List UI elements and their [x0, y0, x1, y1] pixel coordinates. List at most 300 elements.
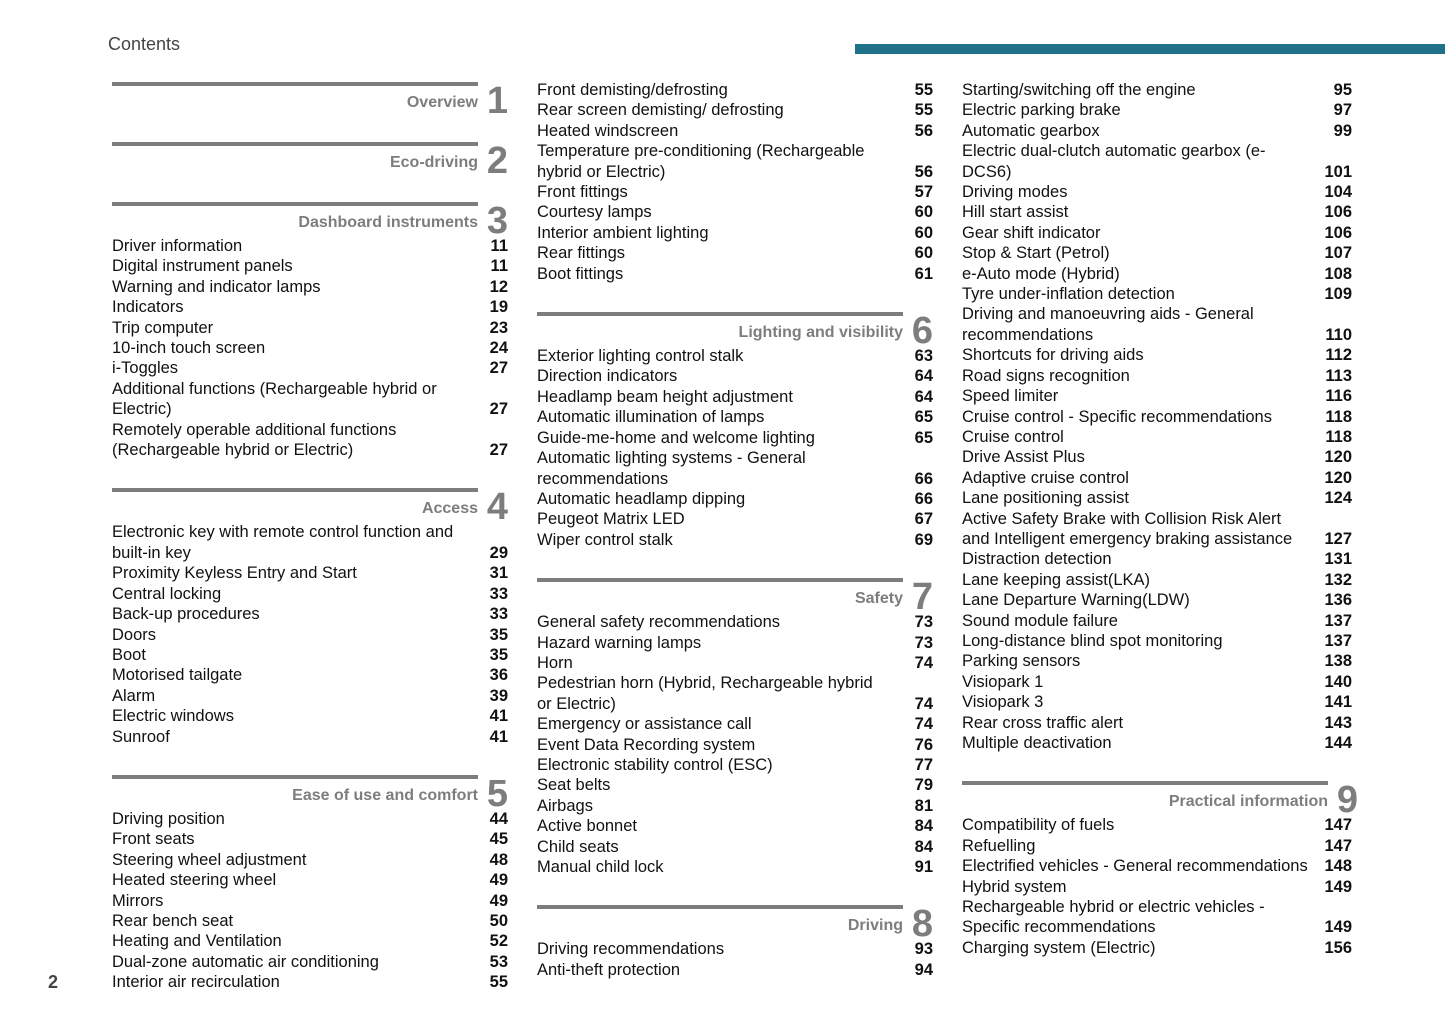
toc-entry[interactable] — [112, 563, 508, 583]
toc-entry-page: 45 — [489, 830, 508, 849]
toc-entry[interactable] — [962, 590, 1358, 610]
toc-entry-page: 23 — [489, 318, 508, 337]
toc-entry-page: 156 — [1324, 938, 1352, 957]
toc-entry[interactable] — [962, 938, 1358, 958]
toc-entry-title: Additional functions (Rechargeable hybrid or Electric) — [112, 379, 437, 419]
toc-entry-page: 19 — [489, 298, 508, 317]
toc-entry[interactable] — [962, 897, 1358, 938]
toc-entry-page: 149 — [1324, 918, 1352, 937]
toc-entry-title: Hazard warning lamps — [537, 633, 702, 652]
toc-entry[interactable] — [537, 960, 933, 980]
toc-entry[interactable] — [537, 775, 933, 795]
toc-entry[interactable] — [962, 836, 1358, 856]
toc-entry-title: Compatibility of fuels — [962, 816, 1115, 835]
toc-entry-page: 60 — [914, 203, 933, 222]
toc-entry[interactable] — [962, 815, 1358, 835]
toc-entry[interactable] — [537, 837, 933, 857]
toc-entry-page: 120 — [1324, 468, 1352, 487]
toc-entry[interactable] — [537, 796, 933, 816]
toc-entry[interactable] — [537, 428, 933, 448]
toc-entry-page: 55 — [914, 81, 933, 99]
toc-entry-title: Heating and Ventilation — [112, 932, 282, 951]
toc-entry-page: 27 — [489, 441, 508, 460]
section-rule — [537, 578, 903, 582]
toc-entry-title: Automatic headlamp dipping — [537, 489, 746, 508]
toc-entry-page: 76 — [914, 735, 933, 754]
toc-entry-title: Driving and manoeuvring aids - General recommendations — [962, 305, 1254, 344]
toc-entry[interactable] — [962, 733, 1358, 753]
toc-entry-page: 67 — [914, 510, 933, 529]
toc-entry[interactable] — [537, 121, 933, 141]
toc-section — [112, 80, 508, 122]
toc-entry-page: 69 — [914, 530, 933, 549]
toc-entry[interactable] — [537, 202, 933, 222]
toc-entry-page: 149 — [1324, 877, 1352, 896]
toc-entry-title: Road signs recognition — [962, 366, 1130, 385]
toc-entry-title: Boot — [112, 645, 146, 664]
section-title[interactable]: Overview — [406, 94, 478, 111]
toc-entry-page: 65 — [914, 408, 933, 427]
toc-entry-page: 50 — [489, 911, 508, 930]
toc-entry[interactable] — [112, 277, 508, 297]
toc-entry[interactable] — [537, 714, 933, 734]
toc-entry-page: 36 — [489, 666, 508, 685]
toc-entry-title: Cruise control - Specific recommendations — [962, 407, 1272, 426]
toc-entry[interactable] — [112, 931, 508, 951]
toc-entry-page: 91 — [914, 858, 933, 876]
toc-entry-page: 65 — [914, 428, 933, 447]
toc-entry-page: 140 — [1324, 672, 1352, 691]
section-number: 4 — [486, 486, 508, 529]
toc-entry-title: Proximity Keyless Entry and Start — [112, 564, 357, 583]
toc-entry[interactable] — [537, 100, 933, 120]
toc-entry[interactable] — [962, 427, 1358, 447]
toc-entry-page: 137 — [1324, 631, 1352, 650]
toc-entry-page: 148 — [1324, 857, 1352, 876]
toc-entry-title: Remotely operable additional functions (Rechargeable hybrid or Electric) — [112, 420, 397, 460]
toc-entry[interactable] — [962, 100, 1358, 120]
toc-entry-title: Cruise control — [962, 427, 1064, 446]
toc-section — [112, 140, 508, 182]
toc-entry-page: 35 — [489, 645, 508, 664]
toc-entry[interactable] — [537, 857, 933, 877]
header-accent-bar — [855, 44, 1445, 54]
toc-entry-page: 106 — [1324, 203, 1352, 222]
toc-entry-title: Lane keeping assist(LKA) — [962, 570, 1151, 589]
toc-entry[interactable] — [962, 488, 1358, 508]
toc-entry-page: 136 — [1324, 591, 1352, 610]
toc-entry-page: 56 — [914, 121, 933, 140]
toc-entry-page: 147 — [1324, 836, 1352, 855]
toc-entry-title: Multiple deactivation — [962, 734, 1112, 752]
toc-entry-page: 33 — [489, 605, 508, 624]
toc-entry[interactable] — [112, 952, 508, 972]
toc-entry[interactable] — [112, 256, 508, 276]
toc-entry-title: Guide-me-home and welcome lighting — [537, 428, 815, 447]
toc-entry-title: Trip computer — [112, 318, 214, 337]
toc-entry-page: 124 — [1324, 489, 1352, 508]
toc-entry-title: Heated steering wheel — [112, 871, 277, 890]
toc-entry-title: Central locking — [112, 584, 222, 603]
toc-entry-page: 127 — [1324, 529, 1352, 548]
toc-entry-title: Doors — [112, 625, 157, 644]
toc-entry-page: 84 — [914, 837, 933, 856]
toc-entry[interactable] — [962, 284, 1358, 304]
section-header — [112, 80, 508, 122]
toc-entry-page: 113 — [1325, 366, 1352, 385]
toc-entry-title: Manual child lock — [537, 858, 664, 876]
toc-entry[interactable] — [537, 448, 933, 489]
toc-entry-page: 27 — [489, 359, 508, 378]
toc-entry-title: Rear fittings — [537, 244, 626, 263]
toc-entry-title: Front fittings — [537, 183, 628, 202]
section-rule — [112, 82, 478, 86]
toc-entry-page: 95 — [1333, 81, 1352, 99]
toc-entry-page: 52 — [489, 932, 508, 951]
toc-entry-title: Boot fittings — [537, 264, 624, 283]
toc-entry-title: Rear cross traffic alert — [962, 713, 1124, 732]
toc-section — [537, 903, 933, 980]
toc-entry-page: 31 — [489, 564, 508, 583]
toc-entry[interactable] — [112, 236, 508, 256]
toc-entry[interactable] — [962, 202, 1358, 222]
toc-entry[interactable] — [112, 870, 508, 890]
toc-entry[interactable] — [537, 633, 933, 653]
toc-entry-page: 35 — [489, 625, 508, 644]
toc-entry[interactable] — [112, 911, 508, 931]
toc-entry-page: 49 — [489, 891, 508, 910]
toc-entry-page: 11 — [490, 257, 508, 276]
toc-entry-title: Speed limiter — [962, 387, 1059, 406]
toc-entry-title: Front demisting/defrosting — [537, 81, 728, 99]
toc-entry-page: 56 — [914, 162, 933, 181]
toc-entry-title: Direction indicators — [537, 367, 678, 386]
toc-entry-title: Drive Assist Plus — [962, 448, 1085, 467]
section-header — [112, 772, 508, 815]
toc-entry[interactable] — [962, 304, 1358, 345]
toc-entry-page: 55 — [914, 101, 933, 120]
toc-entry-page: 116 — [1325, 387, 1352, 406]
toc-entry-page: 73 — [914, 613, 933, 632]
toc-entry-title: Heated windscreen — [537, 121, 679, 140]
toc-entry-page: 12 — [489, 277, 508, 296]
toc-entry-title: Emergency or assistance call — [537, 715, 752, 734]
toc-entry[interactable] — [112, 665, 508, 685]
toc-entry[interactable] — [962, 713, 1358, 733]
toc-entry-title: Mirrors — [112, 891, 164, 910]
toc-entry[interactable] — [112, 686, 508, 706]
toc-entry-title: Child seats — [537, 837, 619, 856]
toc-entry-title: Hill start assist — [962, 203, 1069, 222]
toc-entry-title: Driving modes — [962, 183, 1068, 202]
section-title[interactable]: Driving — [847, 917, 903, 935]
toc-entry[interactable] — [112, 706, 508, 726]
toc-entry-page: 120 — [1324, 448, 1352, 467]
toc-entry[interactable] — [962, 182, 1358, 202]
toc-entry[interactable] — [537, 141, 933, 182]
toc-entry-page: 74 — [914, 715, 933, 734]
toc-entry[interactable] — [962, 223, 1358, 243]
toc-entry-page: 147 — [1324, 816, 1352, 835]
toc-entry-title: Airbags — [537, 796, 593, 815]
section-header — [537, 310, 933, 353]
toc-entry[interactable] — [112, 297, 508, 317]
toc-entry[interactable] — [112, 318, 508, 338]
section-number: 2 — [486, 140, 508, 182]
toc-entry-page: 63 — [914, 347, 933, 366]
toc-entry-title: Charging system (Electric) — [962, 938, 1156, 957]
toc-entry[interactable] — [962, 856, 1358, 876]
toc-section — [112, 200, 508, 460]
toc-entry[interactable] — [962, 80, 1358, 100]
toc-entry-title: Tyre under-inflation detection — [962, 285, 1175, 304]
toc-entry-title: Rechargeable hybrid or electric vehicles - Specific recommendations — [962, 898, 1265, 937]
toc-entry-page: 97 — [1333, 101, 1352, 120]
toc-entry-title: Wiper control stalk — [537, 530, 673, 549]
toc-entry[interactable] — [962, 447, 1358, 467]
toc-entry-page: 79 — [914, 776, 933, 795]
toc-entry-page: 60 — [914, 223, 933, 242]
toc-entry[interactable] — [962, 407, 1358, 427]
toc-entry-title: Parking sensors — [962, 652, 1081, 671]
toc-entry-page: 137 — [1324, 611, 1352, 630]
toc-entry-title: Event Data Recording system — [537, 735, 756, 754]
toc-entry-title: Digital instrument panels — [112, 257, 293, 276]
toc-section — [537, 310, 933, 550]
toc-entry-page: 93 — [914, 940, 933, 959]
toc-entry-page: 101 — [1324, 162, 1352, 181]
toc-entry[interactable] — [112, 625, 508, 645]
toc-entry[interactable] — [962, 509, 1358, 550]
section-title[interactable]: Practical information — [1168, 793, 1328, 811]
toc-entry[interactable] — [962, 692, 1358, 712]
toc-entry[interactable] — [112, 727, 508, 747]
toc-entry-page: 108 — [1324, 264, 1352, 283]
toc-entry-page: 48 — [489, 850, 508, 869]
toc-entry-title: Electronic stability control (ESC) — [537, 755, 773, 774]
toc-entry-title: Refuelling — [962, 836, 1036, 855]
toc-entry-title: Interior ambient lighting — [537, 223, 709, 242]
toc-entry[interactable] — [962, 672, 1358, 692]
toc-entry[interactable] — [962, 631, 1358, 651]
toc-entry-page: 39 — [489, 686, 508, 705]
toc-entry[interactable] — [537, 489, 933, 509]
toc-entry-title: Visiopark 3 — [962, 693, 1044, 712]
toc-entry[interactable] — [537, 612, 933, 632]
toc-section — [537, 576, 933, 877]
toc-entry-title: Distraction detection — [962, 550, 1112, 569]
section-title[interactable]: Dashboard instruments — [298, 214, 478, 231]
toc-entry-title: Motorised tailgate — [112, 666, 243, 685]
section-title[interactable]: Ease of use and comfort — [292, 786, 478, 804]
toc-entry-page: 49 — [489, 871, 508, 890]
toc-entry[interactable] — [112, 584, 508, 604]
toc-entry[interactable] — [962, 468, 1358, 488]
toc-entry-page: 94 — [914, 960, 933, 979]
toc-entry-page: 33 — [489, 584, 508, 603]
toc-entry-title: Stop & Start (Petrol) — [962, 244, 1110, 263]
toc-entry-page: 64 — [914, 367, 933, 386]
toc-entry-title: 10-inch touch screen — [112, 339, 266, 358]
toc-entry-title: Shortcuts for driving aids — [962, 346, 1144, 365]
section-rule — [112, 488, 478, 492]
toc-entry-title: Horn — [537, 653, 573, 672]
toc-entry-title: Driving recommendations — [537, 940, 725, 959]
section-header — [112, 200, 508, 242]
toc-entry-title: Long-distance blind spot monitoring — [962, 631, 1223, 650]
page-header-title: Contents — [108, 34, 181, 54]
section-number: 7 — [911, 576, 933, 619]
section-header — [537, 903, 933, 946]
toc-entry[interactable] — [537, 243, 933, 263]
toc-entry-title: Peugeot Matrix LED — [537, 510, 685, 529]
toc-entry-title: Lane positioning assist — [962, 489, 1129, 508]
toc-entry-page: 143 — [1324, 713, 1352, 732]
toc-column-1 — [112, 80, 508, 1019]
toc-entry[interactable] — [537, 407, 933, 427]
toc-entry[interactable] — [537, 735, 933, 755]
toc-entry[interactable] — [112, 645, 508, 665]
toc-entry[interactable] — [112, 891, 508, 911]
toc-entry[interactable] — [537, 264, 933, 284]
toc-entry-page: 60 — [914, 244, 933, 263]
toc-entry-title: General safety recommendations — [537, 613, 781, 632]
toc-entry[interactable] — [537, 509, 933, 529]
toc-entry-title: Driving position — [112, 809, 225, 828]
toc-entry-title: Dual-zone automatic air conditioning — [112, 952, 379, 971]
toc-entry-title: Electronic key with remote control function and built-in key — [112, 523, 454, 562]
toc-entry-title: Rear screen demisting/ defrosting — [537, 101, 784, 120]
section-number: 6 — [911, 310, 933, 353]
toc-entry-page: 144 — [1324, 734, 1352, 752]
toc-entry-title: Gear shift indicator — [962, 223, 1101, 242]
toc-entry[interactable] — [112, 420, 508, 461]
toc-entry-title: Active Safety Brake with Collision Risk Alert and Intelligent emergency braking assistance — [962, 509, 1293, 548]
toc-entry-title: Automatic illumination of lamps — [537, 408, 765, 427]
toc-section — [537, 80, 933, 284]
section-header — [112, 140, 508, 182]
toc-entry-title: Front seats — [112, 830, 195, 849]
toc-entry[interactable] — [537, 223, 933, 243]
toc-entry-title: Back-up procedures — [112, 605, 260, 624]
toc-entry-page: 118 — [1325, 407, 1352, 426]
toc-entry[interactable] — [112, 829, 508, 849]
toc-entry[interactable] — [537, 816, 933, 836]
section-number: 5 — [486, 772, 508, 815]
section-rule — [112, 142, 478, 146]
toc-entry-page: 64 — [914, 387, 933, 406]
toc-entry-title: Rear bench seat — [112, 911, 234, 930]
section-rule — [537, 312, 903, 316]
toc-section — [112, 773, 508, 993]
toc-entry[interactable] — [962, 345, 1358, 365]
toc-entry[interactable] — [112, 358, 508, 378]
toc-entry-page: 132 — [1324, 570, 1352, 589]
toc-entry[interactable] — [112, 850, 508, 870]
toc-entry[interactable] — [537, 182, 933, 202]
toc-entry-page: 141 — [1324, 693, 1352, 712]
toc-entry[interactable] — [537, 755, 933, 775]
toc-column-3 — [962, 80, 1358, 984]
toc-entry-title: Headlamp beam height adjustment — [537, 387, 793, 406]
toc-entry[interactable] — [537, 346, 933, 366]
toc-entry-title: Indicators — [112, 298, 184, 317]
toc-column-2 — [537, 80, 933, 1006]
section-header — [962, 779, 1358, 822]
section-title[interactable]: Lighting and visibility — [738, 324, 903, 342]
toc-entry-page: 27 — [489, 400, 508, 419]
toc-entry[interactable] — [962, 121, 1358, 141]
toc-entry-title: Starting/switching off the engine — [962, 81, 1196, 99]
section-rule — [112, 202, 478, 206]
toc-entry[interactable] — [537, 530, 933, 550]
toc-entry[interactable] — [962, 243, 1358, 263]
toc-entry-page: 29 — [489, 543, 508, 562]
toc-entry-page: 104 — [1324, 183, 1352, 202]
toc-entry-page: 66 — [914, 469, 933, 488]
toc-entry[interactable] — [962, 386, 1358, 406]
toc-entry-page: 138 — [1324, 652, 1352, 671]
toc-entry-title: Lane Departure Warning(LDW) — [962, 591, 1190, 610]
toc-entry-title: Alarm — [112, 686, 156, 705]
toc-entry[interactable] — [537, 366, 933, 386]
toc-entry-page: 73 — [914, 633, 933, 652]
toc-entry-page: 57 — [914, 183, 933, 202]
toc-entry[interactable] — [537, 939, 933, 959]
section-number: 1 — [486, 80, 508, 122]
toc-entry[interactable] — [962, 141, 1358, 182]
toc-entry-page: 24 — [489, 339, 508, 358]
toc-entry[interactable] — [962, 651, 1358, 671]
toc-entry-title: Electric windows — [112, 707, 234, 726]
toc-entry[interactable] — [112, 379, 508, 420]
section-title[interactable]: Eco-driving — [389, 154, 478, 171]
toc-entry[interactable] — [537, 387, 933, 407]
toc-entry[interactable] — [112, 809, 508, 829]
toc-entry[interactable] — [537, 653, 933, 673]
toc-entry[interactable] — [537, 673, 933, 714]
toc-entry[interactable] — [112, 604, 508, 624]
toc-entry[interactable] — [962, 570, 1358, 590]
toc-entry[interactable] — [112, 972, 508, 992]
toc-entry-title: i-Toggles — [112, 359, 179, 378]
toc-entry[interactable] — [962, 264, 1358, 284]
toc-entry[interactable] — [112, 338, 508, 358]
toc-entry-page: 74 — [914, 653, 933, 672]
toc-section — [962, 779, 1358, 958]
toc-entry-page: 44 — [489, 809, 508, 828]
toc-entry-title: Sound module failure — [962, 611, 1118, 630]
toc-entry-title: Automatic gearbox — [962, 121, 1100, 140]
toc-entry-page: 61 — [914, 264, 933, 283]
section-title[interactable]: Access — [421, 500, 478, 518]
toc-entry-page: 66 — [914, 489, 933, 508]
section-header — [112, 486, 508, 529]
toc-entry[interactable] — [112, 522, 508, 563]
toc-entry-page: 106 — [1324, 223, 1352, 242]
section-title[interactable]: Safety — [854, 590, 903, 608]
toc-entry[interactable] — [962, 611, 1358, 631]
toc-entry-title: Sunroof — [112, 727, 170, 746]
toc-entry[interactable] — [962, 549, 1358, 569]
toc-entry[interactable] — [537, 80, 933, 100]
toc-entry-page: 74 — [914, 694, 933, 713]
toc-entry[interactable] — [962, 366, 1358, 386]
toc-entry-title: Warning and indicator lamps — [112, 277, 321, 296]
toc-entry-page: 53 — [489, 952, 508, 971]
toc-entry[interactable] — [962, 877, 1358, 897]
section-rule — [112, 775, 478, 779]
